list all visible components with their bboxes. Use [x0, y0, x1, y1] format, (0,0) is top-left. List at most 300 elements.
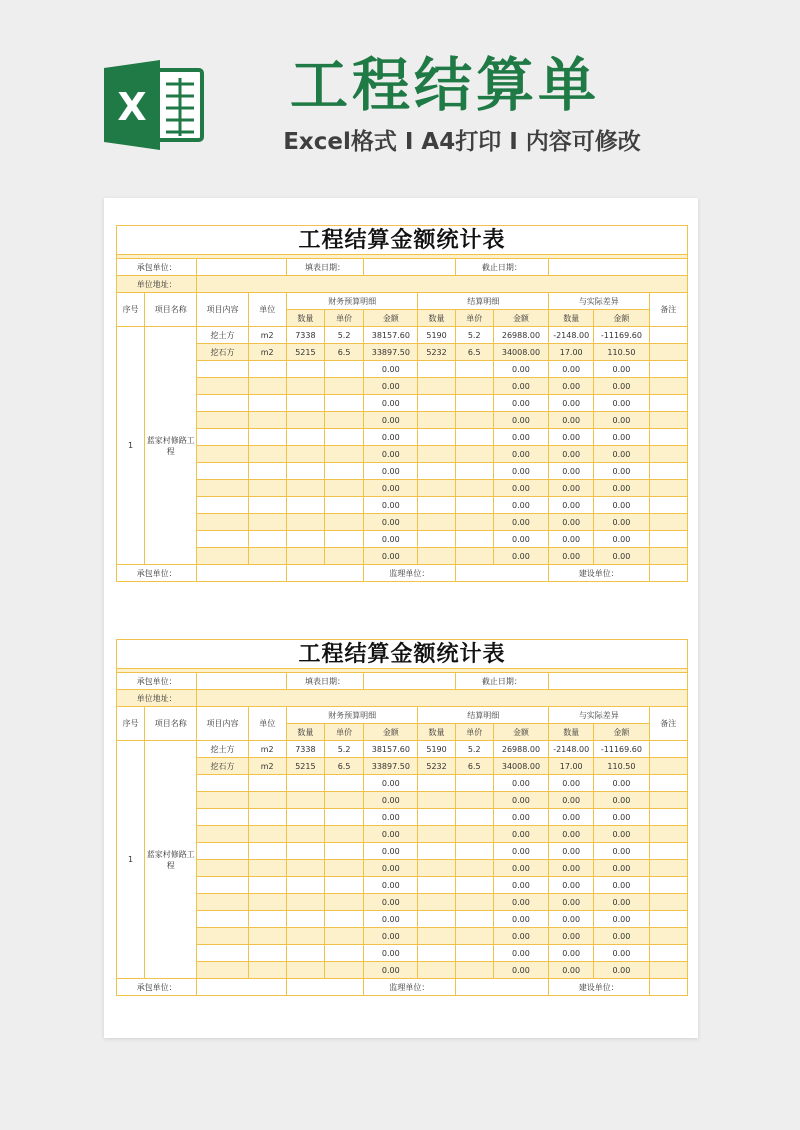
budget-amount-cell[interactable]: 33897.50	[364, 344, 418, 361]
budget-price-cell[interactable]	[325, 962, 364, 979]
budget-price-cell[interactable]	[325, 792, 364, 809]
budget-amount-cell[interactable]: 0.00	[364, 395, 418, 412]
settle-price-cell[interactable]	[455, 497, 493, 514]
unit-cell[interactable]	[248, 429, 286, 446]
unit-cell[interactable]	[248, 412, 286, 429]
settle-amount-cell[interactable]: 0.00	[493, 877, 548, 894]
settle-qty-cell[interactable]	[418, 826, 455, 843]
settle-qty-cell[interactable]	[418, 792, 455, 809]
budget-qty-cell[interactable]	[286, 429, 324, 446]
item-content-cell[interactable]	[197, 962, 248, 979]
budget-amount-cell[interactable]: 0.00	[364, 945, 418, 962]
remark-cell[interactable]	[649, 928, 687, 945]
settle-price-cell[interactable]	[455, 962, 493, 979]
diff-amount-cell[interactable]: 0.00	[594, 446, 649, 463]
settle-amount-cell[interactable]: 34008.00	[493, 344, 548, 361]
budget-qty-cell[interactable]	[286, 860, 324, 877]
diff-qty-cell[interactable]: 0.00	[549, 531, 594, 548]
settle-price-cell[interactable]	[455, 843, 493, 860]
budget-amount-cell[interactable]: 0.00	[364, 480, 418, 497]
budget-amount-cell[interactable]: 0.00	[364, 928, 418, 945]
fill-date-value[interactable]	[364, 673, 455, 690]
diff-amount-cell[interactable]: -11169.60	[594, 327, 649, 344]
diff-qty-cell[interactable]: 0.00	[549, 775, 594, 792]
budget-qty-cell[interactable]	[286, 548, 324, 565]
settle-price-cell[interactable]	[455, 792, 493, 809]
budget-amount-cell[interactable]: 0.00	[364, 548, 418, 565]
settle-price-cell[interactable]	[455, 809, 493, 826]
remark-cell[interactable]	[649, 911, 687, 928]
settle-amount-cell[interactable]: 0.00	[493, 480, 548, 497]
budget-qty-cell[interactable]	[286, 446, 324, 463]
unit-cell[interactable]: m2	[248, 758, 286, 775]
unit-cell[interactable]	[248, 962, 286, 979]
settle-amount-cell[interactable]: 0.00	[493, 911, 548, 928]
settle-qty-cell[interactable]	[418, 928, 455, 945]
settle-amount-cell[interactable]: 0.00	[493, 429, 548, 446]
budget-price-cell[interactable]	[325, 775, 364, 792]
item-content-cell[interactable]	[197, 531, 248, 548]
budget-price-cell[interactable]	[325, 429, 364, 446]
diff-amount-cell[interactable]: 0.00	[594, 860, 649, 877]
budget-qty-cell[interactable]	[286, 877, 324, 894]
settle-qty-cell[interactable]	[418, 463, 455, 480]
diff-amount-cell[interactable]: 0.00	[594, 809, 649, 826]
item-content-cell[interactable]	[197, 514, 248, 531]
item-content-cell[interactable]	[197, 775, 248, 792]
budget-qty-cell[interactable]	[286, 962, 324, 979]
address-value[interactable]	[197, 690, 688, 707]
remark-cell[interactable]	[649, 463, 687, 480]
remark-cell[interactable]	[649, 758, 687, 775]
diff-qty-cell[interactable]: 0.00	[549, 809, 594, 826]
deadline-value[interactable]	[549, 259, 688, 276]
budget-price-cell[interactable]	[325, 945, 364, 962]
remark-cell[interactable]	[649, 843, 687, 860]
unit-cell[interactable]	[248, 378, 286, 395]
diff-qty-cell[interactable]: 0.00	[549, 843, 594, 860]
item-content-cell[interactable]	[197, 480, 248, 497]
budget-amount-cell[interactable]: 0.00	[364, 497, 418, 514]
settle-qty-cell[interactable]	[418, 395, 455, 412]
budget-qty-cell[interactable]	[286, 497, 324, 514]
settle-amount-cell[interactable]: 0.00	[493, 826, 548, 843]
unit-cell[interactable]	[248, 911, 286, 928]
footer-contractor-value[interactable]	[197, 979, 286, 996]
remark-cell[interactable]	[649, 792, 687, 809]
diff-qty-cell[interactable]: 17.00	[549, 344, 594, 361]
remark-cell[interactable]	[649, 514, 687, 531]
item-content-cell[interactable]: 挖土方	[197, 327, 248, 344]
diff-amount-cell[interactable]: 0.00	[594, 843, 649, 860]
diff-amount-cell[interactable]: 0.00	[594, 497, 649, 514]
budget-price-cell[interactable]	[325, 514, 364, 531]
unit-cell[interactable]: m2	[248, 327, 286, 344]
remark-cell[interactable]	[649, 860, 687, 877]
footer-builder-value[interactable]	[649, 565, 687, 582]
budget-price-cell[interactable]: 6.5	[325, 344, 364, 361]
settle-amount-cell[interactable]: 26988.00	[493, 741, 548, 758]
diff-qty-cell[interactable]: 0.00	[549, 860, 594, 877]
settle-qty-cell[interactable]	[418, 446, 455, 463]
settle-amount-cell[interactable]: 34008.00	[493, 758, 548, 775]
settle-qty-cell[interactable]: 5190	[418, 327, 455, 344]
diff-amount-cell[interactable]: 0.00	[594, 480, 649, 497]
unit-cell[interactable]	[248, 395, 286, 412]
settle-qty-cell[interactable]	[418, 775, 455, 792]
settle-price-cell[interactable]	[455, 463, 493, 480]
budget-price-cell[interactable]	[325, 412, 364, 429]
remark-cell[interactable]	[649, 327, 687, 344]
settle-qty-cell[interactable]	[418, 514, 455, 531]
diff-qty-cell[interactable]: 0.00	[549, 877, 594, 894]
budget-amount-cell[interactable]: 0.00	[364, 463, 418, 480]
budget-qty-cell[interactable]	[286, 911, 324, 928]
diff-amount-cell[interactable]: 0.00	[594, 429, 649, 446]
remark-cell[interactable]	[649, 361, 687, 378]
budget-qty-cell[interactable]: 7338	[286, 741, 324, 758]
diff-amount-cell[interactable]: 0.00	[594, 826, 649, 843]
budget-amount-cell[interactable]: 0.00	[364, 843, 418, 860]
diff-amount-cell[interactable]: 0.00	[594, 531, 649, 548]
remark-cell[interactable]	[649, 412, 687, 429]
unit-cell[interactable]	[248, 548, 286, 565]
budget-qty-cell[interactable]	[286, 826, 324, 843]
item-content-cell[interactable]	[197, 945, 248, 962]
contractor-value[interactable]	[197, 259, 286, 276]
address-value[interactable]	[197, 276, 688, 293]
remark-cell[interactable]	[649, 480, 687, 497]
budget-amount-cell[interactable]: 0.00	[364, 792, 418, 809]
diff-amount-cell[interactable]: 0.00	[594, 775, 649, 792]
diff-amount-cell[interactable]: 0.00	[594, 894, 649, 911]
diff-qty-cell[interactable]: 0.00	[549, 446, 594, 463]
remark-cell[interactable]	[649, 378, 687, 395]
unit-cell[interactable]	[248, 860, 286, 877]
item-content-cell[interactable]	[197, 412, 248, 429]
budget-qty-cell[interactable]	[286, 928, 324, 945]
diff-amount-cell[interactable]: 0.00	[594, 395, 649, 412]
unit-cell[interactable]	[248, 809, 286, 826]
unit-cell[interactable]: m2	[248, 344, 286, 361]
settle-price-cell[interactable]	[455, 928, 493, 945]
item-content-cell[interactable]: 挖土方	[197, 741, 248, 758]
diff-amount-cell[interactable]: 0.00	[594, 911, 649, 928]
budget-amount-cell[interactable]: 0.00	[364, 894, 418, 911]
budget-price-cell[interactable]	[325, 531, 364, 548]
diff-amount-cell[interactable]: 0.00	[594, 962, 649, 979]
diff-qty-cell[interactable]: 0.00	[549, 514, 594, 531]
settle-amount-cell[interactable]: 0.00	[493, 775, 548, 792]
budget-price-cell[interactable]	[325, 395, 364, 412]
remark-cell[interactable]	[649, 446, 687, 463]
settle-qty-cell[interactable]	[418, 548, 455, 565]
diff-qty-cell[interactable]: 0.00	[549, 928, 594, 945]
diff-qty-cell[interactable]: 0.00	[549, 548, 594, 565]
settle-qty-cell[interactable]: 5190	[418, 741, 455, 758]
budget-price-cell[interactable]	[325, 860, 364, 877]
item-content-cell[interactable]: 挖石方	[197, 758, 248, 775]
budget-amount-cell[interactable]: 0.00	[364, 809, 418, 826]
budget-price-cell[interactable]	[325, 463, 364, 480]
budget-amount-cell[interactable]: 0.00	[364, 826, 418, 843]
settle-amount-cell[interactable]: 0.00	[493, 378, 548, 395]
item-content-cell[interactable]	[197, 792, 248, 809]
settle-amount-cell[interactable]: 0.00	[493, 446, 548, 463]
diff-amount-cell[interactable]: 0.00	[594, 378, 649, 395]
settle-qty-cell[interactable]	[418, 894, 455, 911]
diff-amount-cell[interactable]: 0.00	[594, 792, 649, 809]
diff-amount-cell[interactable]: 0.00	[594, 463, 649, 480]
remark-cell[interactable]	[649, 344, 687, 361]
budget-price-cell[interactable]: 5.2	[325, 741, 364, 758]
unit-cell[interactable]	[248, 877, 286, 894]
budget-price-cell[interactable]	[325, 928, 364, 945]
settle-amount-cell[interactable]: 0.00	[493, 463, 548, 480]
unit-cell[interactable]	[248, 480, 286, 497]
budget-amount-cell[interactable]: 0.00	[364, 429, 418, 446]
item-content-cell[interactable]	[197, 843, 248, 860]
diff-qty-cell[interactable]: 0.00	[549, 497, 594, 514]
settle-qty-cell[interactable]	[418, 809, 455, 826]
settle-amount-cell[interactable]: 0.00	[493, 809, 548, 826]
budget-price-cell[interactable]: 5.2	[325, 327, 364, 344]
settle-price-cell[interactable]: 5.2	[455, 741, 493, 758]
item-content-cell[interactable]	[197, 446, 248, 463]
unit-cell[interactable]	[248, 514, 286, 531]
diff-qty-cell[interactable]: 0.00	[549, 894, 594, 911]
item-content-cell[interactable]	[197, 378, 248, 395]
budget-price-cell[interactable]	[325, 378, 364, 395]
budget-qty-cell[interactable]	[286, 945, 324, 962]
budget-price-cell[interactable]	[325, 826, 364, 843]
diff-amount-cell[interactable]: 0.00	[594, 548, 649, 565]
budget-qty-cell[interactable]	[286, 894, 324, 911]
settle-qty-cell[interactable]	[418, 843, 455, 860]
unit-cell[interactable]	[248, 928, 286, 945]
item-content-cell[interactable]	[197, 877, 248, 894]
settle-price-cell[interactable]	[455, 945, 493, 962]
diff-qty-cell[interactable]: 0.00	[549, 911, 594, 928]
settle-price-cell[interactable]	[455, 877, 493, 894]
settle-price-cell[interactable]: 6.5	[455, 758, 493, 775]
unit-cell[interactable]	[248, 463, 286, 480]
remark-cell[interactable]	[649, 531, 687, 548]
settle-qty-cell[interactable]: 5232	[418, 344, 455, 361]
diff-amount-cell[interactable]: 0.00	[594, 412, 649, 429]
settle-qty-cell[interactable]	[418, 361, 455, 378]
unit-cell[interactable]	[248, 843, 286, 860]
settle-qty-cell[interactable]	[418, 429, 455, 446]
settle-price-cell[interactable]: 6.5	[455, 344, 493, 361]
settle-price-cell[interactable]	[455, 775, 493, 792]
settle-qty-cell[interactable]	[418, 480, 455, 497]
unit-cell[interactable]	[248, 446, 286, 463]
diff-amount-cell[interactable]: 0.00	[594, 361, 649, 378]
diff-qty-cell[interactable]: 0.00	[549, 962, 594, 979]
budget-amount-cell[interactable]: 38157.60	[364, 741, 418, 758]
budget-price-cell[interactable]: 6.5	[325, 758, 364, 775]
budget-qty-cell[interactable]	[286, 395, 324, 412]
footer-supervisor-value[interactable]	[455, 979, 548, 996]
diff-amount-cell[interactable]: 0.00	[594, 928, 649, 945]
diff-qty-cell[interactable]: 0.00	[549, 378, 594, 395]
diff-amount-cell[interactable]: 110.50	[594, 344, 649, 361]
settle-price-cell[interactable]	[455, 395, 493, 412]
item-content-cell[interactable]	[197, 395, 248, 412]
budget-amount-cell[interactable]: 0.00	[364, 361, 418, 378]
budget-amount-cell[interactable]: 0.00	[364, 911, 418, 928]
remark-cell[interactable]	[649, 497, 687, 514]
diff-amount-cell[interactable]: 0.00	[594, 945, 649, 962]
item-content-cell[interactable]	[197, 928, 248, 945]
remark-cell[interactable]	[649, 945, 687, 962]
settle-amount-cell[interactable]: 26988.00	[493, 327, 548, 344]
unit-cell[interactable]	[248, 497, 286, 514]
settle-price-cell[interactable]	[455, 860, 493, 877]
diff-qty-cell[interactable]: 17.00	[549, 758, 594, 775]
settle-amount-cell[interactable]: 0.00	[493, 361, 548, 378]
settle-qty-cell[interactable]	[418, 412, 455, 429]
remark-cell[interactable]	[649, 775, 687, 792]
settle-amount-cell[interactable]: 0.00	[493, 928, 548, 945]
item-content-cell[interactable]	[197, 911, 248, 928]
settle-amount-cell[interactable]: 0.00	[493, 894, 548, 911]
settle-price-cell[interactable]	[455, 412, 493, 429]
item-content-cell[interactable]	[197, 497, 248, 514]
budget-amount-cell[interactable]: 0.00	[364, 446, 418, 463]
budget-price-cell[interactable]	[325, 497, 364, 514]
settle-price-cell[interactable]	[455, 531, 493, 548]
budget-amount-cell[interactable]: 0.00	[364, 775, 418, 792]
remark-cell[interactable]	[649, 894, 687, 911]
unit-cell[interactable]	[248, 531, 286, 548]
settle-qty-cell[interactable]	[418, 860, 455, 877]
item-content-cell[interactable]	[197, 548, 248, 565]
diff-qty-cell[interactable]: -2148.00	[549, 741, 594, 758]
unit-cell[interactable]	[248, 945, 286, 962]
settle-price-cell[interactable]	[455, 514, 493, 531]
settle-qty-cell[interactable]	[418, 962, 455, 979]
diff-qty-cell[interactable]: 0.00	[549, 395, 594, 412]
budget-qty-cell[interactable]	[286, 531, 324, 548]
budget-qty-cell[interactable]	[286, 792, 324, 809]
diff-amount-cell[interactable]: -11169.60	[594, 741, 649, 758]
budget-price-cell[interactable]	[325, 548, 364, 565]
settle-qty-cell[interactable]	[418, 877, 455, 894]
budget-amount-cell[interactable]: 0.00	[364, 412, 418, 429]
remark-cell[interactable]	[649, 826, 687, 843]
settle-amount-cell[interactable]: 0.00	[493, 531, 548, 548]
budget-qty-cell[interactable]: 7338	[286, 327, 324, 344]
budget-qty-cell[interactable]	[286, 361, 324, 378]
budget-price-cell[interactable]	[325, 480, 364, 497]
settle-price-cell[interactable]	[455, 446, 493, 463]
budget-amount-cell[interactable]: 0.00	[364, 514, 418, 531]
budget-qty-cell[interactable]	[286, 775, 324, 792]
settle-qty-cell[interactable]	[418, 531, 455, 548]
remark-cell[interactable]	[649, 395, 687, 412]
budget-price-cell[interactable]	[325, 361, 364, 378]
remark-cell[interactable]	[649, 877, 687, 894]
settle-price-cell[interactable]	[455, 429, 493, 446]
contractor-value[interactable]	[197, 673, 286, 690]
item-content-cell[interactable]	[197, 463, 248, 480]
item-content-cell[interactable]	[197, 809, 248, 826]
budget-qty-cell[interactable]: 5215	[286, 758, 324, 775]
settle-amount-cell[interactable]: 0.00	[493, 548, 548, 565]
budget-qty-cell[interactable]	[286, 843, 324, 860]
budget-amount-cell[interactable]: 0.00	[364, 962, 418, 979]
settle-amount-cell[interactable]: 0.00	[493, 843, 548, 860]
settle-amount-cell[interactable]: 0.00	[493, 792, 548, 809]
remark-cell[interactable]	[649, 548, 687, 565]
item-content-cell[interactable]	[197, 894, 248, 911]
unit-cell[interactable]	[248, 826, 286, 843]
diff-qty-cell[interactable]: 0.00	[549, 945, 594, 962]
diff-qty-cell[interactable]: 0.00	[549, 480, 594, 497]
settle-price-cell[interactable]	[455, 894, 493, 911]
budget-price-cell[interactable]	[325, 911, 364, 928]
diff-amount-cell[interactable]: 0.00	[594, 514, 649, 531]
fill-date-value[interactable]	[364, 259, 455, 276]
settle-qty-cell[interactable]	[418, 911, 455, 928]
budget-qty-cell[interactable]	[286, 480, 324, 497]
footer-contractor-sign[interactable]	[286, 565, 363, 582]
budget-qty-cell[interactable]	[286, 514, 324, 531]
remark-cell[interactable]	[649, 962, 687, 979]
budget-price-cell[interactable]	[325, 843, 364, 860]
budget-price-cell[interactable]	[325, 877, 364, 894]
diff-amount-cell[interactable]: 110.50	[594, 758, 649, 775]
budget-qty-cell[interactable]	[286, 412, 324, 429]
diff-qty-cell[interactable]: 0.00	[549, 429, 594, 446]
item-content-cell[interactable]: 挖石方	[197, 344, 248, 361]
diff-qty-cell[interactable]: 0.00	[549, 361, 594, 378]
budget-amount-cell[interactable]: 0.00	[364, 378, 418, 395]
budget-qty-cell[interactable]: 5215	[286, 344, 324, 361]
diff-qty-cell[interactable]: 0.00	[549, 412, 594, 429]
item-content-cell[interactable]	[197, 361, 248, 378]
budget-amount-cell[interactable]: 38157.60	[364, 327, 418, 344]
budget-price-cell[interactable]	[325, 809, 364, 826]
deadline-value[interactable]	[549, 673, 688, 690]
footer-contractor-sign[interactable]	[286, 979, 363, 996]
settle-amount-cell[interactable]: 0.00	[493, 412, 548, 429]
unit-cell[interactable]	[248, 894, 286, 911]
remark-cell[interactable]	[649, 741, 687, 758]
settle-price-cell[interactable]	[455, 480, 493, 497]
footer-builder-value[interactable]	[649, 979, 687, 996]
item-content-cell[interactable]	[197, 860, 248, 877]
settle-amount-cell[interactable]: 0.00	[493, 395, 548, 412]
diff-qty-cell[interactable]: -2148.00	[549, 327, 594, 344]
settle-price-cell[interactable]	[455, 826, 493, 843]
budget-price-cell[interactable]	[325, 446, 364, 463]
settle-amount-cell[interactable]: 0.00	[493, 497, 548, 514]
budget-qty-cell[interactable]	[286, 378, 324, 395]
item-content-cell[interactable]	[197, 826, 248, 843]
diff-qty-cell[interactable]: 0.00	[549, 792, 594, 809]
settle-price-cell[interactable]	[455, 548, 493, 565]
budget-price-cell[interactable]	[325, 894, 364, 911]
remark-cell[interactable]	[649, 429, 687, 446]
item-content-cell[interactable]	[197, 429, 248, 446]
budget-qty-cell[interactable]	[286, 809, 324, 826]
footer-contractor-value[interactable]	[197, 565, 286, 582]
unit-cell[interactable]	[248, 775, 286, 792]
settle-qty-cell[interactable]	[418, 945, 455, 962]
